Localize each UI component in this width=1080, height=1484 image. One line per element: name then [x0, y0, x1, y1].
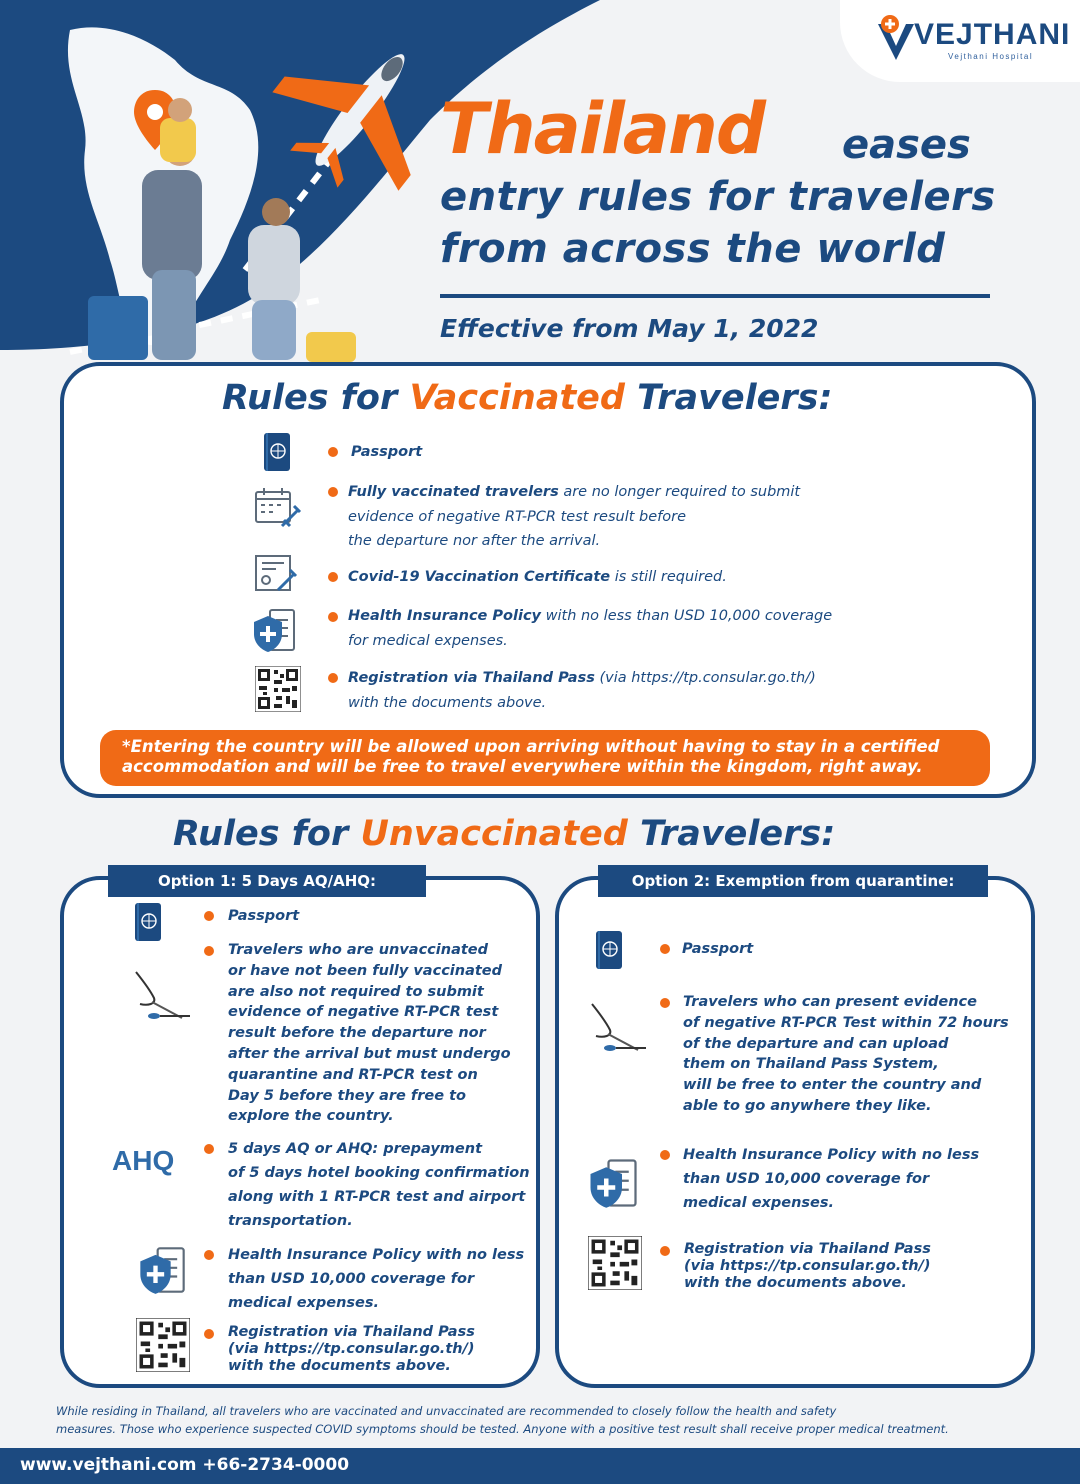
bullet-dot [660, 1246, 670, 1256]
insurance-shield-icon [250, 606, 298, 654]
option1-tab: Option 1: 5 Days AQ/AHQ: [108, 865, 426, 897]
bullet-dot [204, 946, 214, 956]
nose-swab-icon [130, 968, 194, 1024]
bullet-dot [204, 1144, 214, 1154]
opt1-pcr-text: Travelers who are unvaccinated or have not been fully vaccinated are also not required to submit evidence of negative RT-PCR test result before the departure nor after the arrival but must undergo quarantine and RT-PCR test on Day 5 before they are free to explore the country. [228, 942, 511, 1125]
passport-icon [263, 432, 291, 472]
opt1-ahq-text: 5 days AQ or AHQ: prepayment of 5 days hotel booking confirmation along with 1 RT-PCR test and airport transportation. [228, 1141, 530, 1229]
bullet-dot [328, 572, 338, 582]
bullet-dot [328, 487, 338, 497]
qr-code-icon [136, 1318, 190, 1372]
bullet-dot [660, 998, 670, 1008]
effective-date: Effective from May 1, 2022 [440, 314, 819, 343]
bullet-dot [660, 944, 670, 954]
bullet-dot [660, 1150, 670, 1160]
opt2-insurance-text: Health Insurance Policy with no less than USD 10,000 coverage for medical expenses. [683, 1147, 980, 1211]
vacc-item-registration: Registration via Thailand Pass (via https://tp.consular.go.th/) with the documents above. [348, 670, 816, 711]
headline-divider [440, 294, 990, 298]
logo-wordmark: VEJTHANI [914, 18, 1071, 51]
vacc-item-fully-vaccinated: Fully vaccinated travelers are no longer required to submit evidence of negative RT-PCR test result before the departure nor after the arrival. [348, 484, 801, 549]
footer-contact-text[interactable]: www.vejthani.com +66-2734-0000 [20, 1455, 350, 1475]
vacc-item-certificate: Covid-19 Vaccination Certificate is still required. [348, 569, 727, 585]
headline-eases: eases [842, 122, 971, 168]
vacc-item-passport: Passport [351, 444, 423, 460]
bullet-dot [328, 447, 338, 457]
opt2-registration-text: Registration via Thailand Pass (via https://tp.consular.go.th/) with the documents above. [684, 1241, 931, 1291]
qr-code-icon [255, 666, 301, 712]
calendar-syringe-icon [254, 486, 302, 530]
headline-line-2: entry rules for travelers [440, 174, 996, 220]
opt1-passport: Passport [228, 908, 300, 924]
headline-line-3: from across the world [440, 226, 946, 272]
vejthani-logo [840, 0, 1080, 82]
option2-box [555, 876, 1035, 1388]
bullet-dot [204, 1250, 214, 1260]
bullet-dot [328, 673, 338, 683]
bullet-dot [204, 1329, 214, 1339]
health-measures-footnote: While residing in Thailand, all travelers who are vaccinated and unvaccinated are recommended to closely follow the health and safety measures. Those who experience suspected COVID symptoms should be tested. Anyone with a positive test result shall receive proper medical treatment. [56, 1404, 949, 1436]
logo-subtitle: Vejthani Hospital [948, 52, 1034, 61]
passport-icon [134, 902, 162, 942]
headline-thailand: Thailand [440, 88, 764, 170]
entry-notice-banner: *Entering the country will be allowed upon arriving without having to stay in a certified accommodation and will be free to travel everywhere within the kingdom, right away. [100, 730, 990, 786]
unvaccinated-title: Rules for Unvaccinated Travelers: [173, 814, 836, 854]
option2-tab: Option 2: Exemption from quarantine: [598, 865, 988, 897]
insurance-shield-icon [136, 1244, 188, 1296]
passport-icon [595, 930, 623, 970]
certificate-syringe-icon [254, 554, 298, 594]
vacc-item-insurance: Health Insurance Policy with no less than USD 10,000 coverage for medical expenses. [348, 608, 833, 649]
bullet-dot [328, 612, 338, 622]
footer-contact-bar [0, 1448, 1080, 1484]
qr-code-icon [588, 1236, 642, 1290]
bullet-dot [204, 911, 214, 921]
vaccinated-title: Rules for Vaccinated Travelers: [222, 378, 833, 418]
ahq-label: AHQ [112, 1145, 175, 1176]
logo-v-cross-icon [876, 14, 916, 62]
insurance-shield-icon [586, 1156, 640, 1210]
opt2-pcr-text: Travelers who can present evidence of negative RT-PCR Test within 72 hours of the departure and can upload them on Thailand Pass System, will be free to enter the country and able to go anywhere they like. [683, 994, 1009, 1114]
opt1-insurance-text: Health Insurance Policy with no less than USD 10,000 coverage for medical expenses. [228, 1247, 525, 1311]
nose-swab-icon [586, 1000, 650, 1056]
opt2-passport: Passport [682, 941, 754, 957]
opt1-registration-text: Registration via Thailand Pass (via https://tp.consular.go.th/) with the documents above. [228, 1324, 475, 1374]
